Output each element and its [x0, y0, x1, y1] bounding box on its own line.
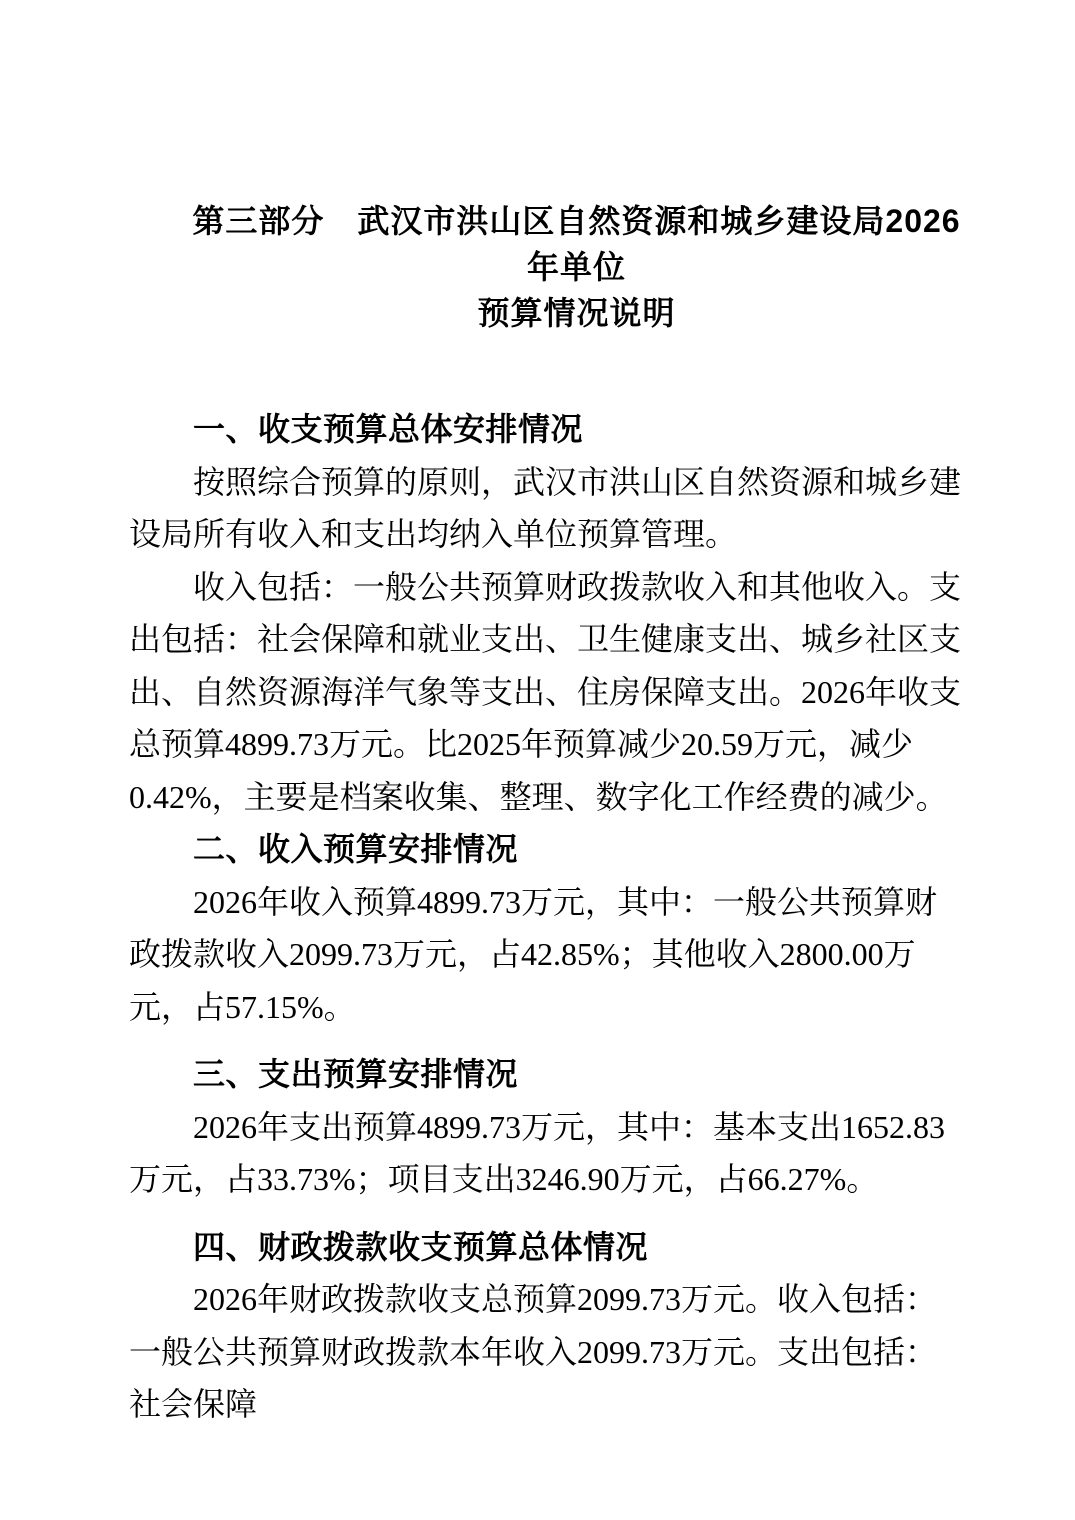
- section-1-heading: 一、收支预算总体安排情况: [193, 411, 584, 447]
- section-fiscal-appropriation-overall: [129, 1221, 962, 1431]
- document-title-line1: 第三部分 武汉市洪山区自然资源和城乡建设局2026年单位: [192, 203, 961, 285]
- section-1-paragraph-1: 按照综合预算的原则，武汉市洪山区自然资源和城乡建设局所有收入和支出均纳入单位预算管理。: [129, 463, 962, 552]
- document-title-line2: 预算情况说明: [477, 295, 676, 331]
- section-2-heading: 二、收入预算安排情况: [193, 831, 519, 867]
- document-title: [191, 198, 962, 336]
- section-overall-budget-arrangement: [129, 403, 962, 823]
- section-3-paragraph-1: 2026年支出预算4899.73万元，其中：基本支出1652.83万元，占33.73%；项目支出3246.90万元，占66.27%。: [129, 1108, 946, 1197]
- section-1-paragraph-2: 收入包括：一般公共预算财政拨款收入和其他收入。支出包括：社会保障和就业支出、卫生健康支出、城乡社区支出、自然资源海洋气象等支出、住房保障支出。2026年收支总预算4899.73万元。比2025年预算减少20.59万元，减少0.42%，主要是档案收集、整理、数字化工作经费的减少。: [129, 568, 962, 815]
- section-2-paragraph-1: 2026年收入预算4899.73万元，其中：一般公共预算财政拨款收入2099.73万元，占42.85%；其他收入2800.00万元，占57.15%。: [129, 883, 938, 1025]
- section-4-heading: 四、财政拨款收支预算总体情况: [193, 1228, 649, 1265]
- section-expenditure-budget-arrangement: [129, 1048, 962, 1206]
- section-income-budget-arrangement: [129, 823, 962, 1033]
- section-4-paragraph-1: 2026年财政拨款收支总预算2099.73万元。收入包括：一般公共预算财政拨款本年收入2099.73万元。支出包括：社会保障: [129, 1281, 938, 1422]
- section-3-heading: 三、支出预算安排情况: [193, 1056, 519, 1092]
